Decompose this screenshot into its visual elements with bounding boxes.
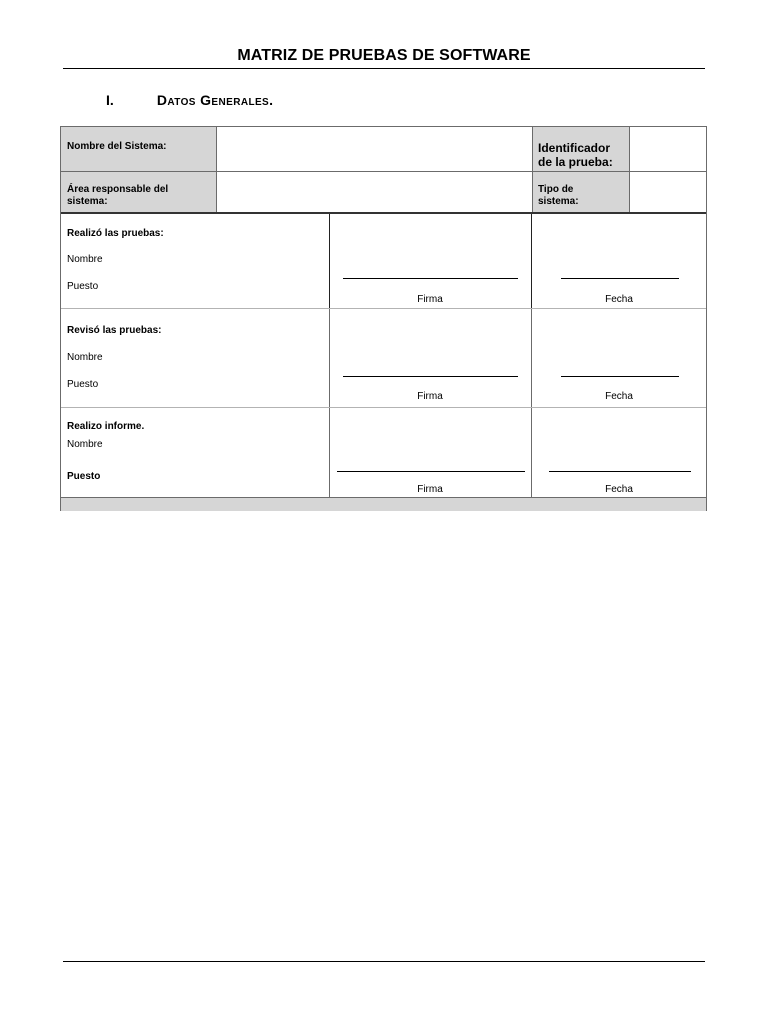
column-divider — [329, 309, 330, 407]
section-title: Datos Generales. — [156, 92, 274, 108]
column-divider — [531, 309, 532, 407]
position-label: Puesto — [67, 379, 99, 390]
system-type-field[interactable] — [629, 171, 706, 213]
column-divider — [532, 127, 533, 213]
column-divider — [531, 408, 532, 497]
test-id-label: Identificador de la prueba: — [538, 141, 613, 169]
sign-block-reviewed — [61, 309, 706, 407]
test-id-label-cell — [532, 127, 629, 171]
header-rule — [63, 68, 705, 69]
document-title: MATRIZ DE PRUEBAS DE SOFTWARE — [237, 47, 531, 64]
name-label: Nombre — [67, 352, 103, 363]
column-divider — [329, 214, 330, 308]
signature-caption: Firma — [417, 391, 443, 402]
signature-line[interactable] — [337, 471, 525, 472]
signature-caption: Firma — [417, 294, 443, 305]
responsible-area-label: Área responsable del sistema: — [67, 184, 169, 207]
name-label: Nombre — [67, 439, 103, 450]
system-type-label: Tipo de sistema: — [538, 184, 579, 207]
column-divider — [216, 127, 217, 213]
date-caption: Fecha — [605, 391, 633, 402]
sign-block-tested — [61, 214, 706, 308]
sign-block-title: Revisó las pruebas: — [67, 325, 162, 336]
date-line[interactable] — [561, 376, 679, 377]
row-divider — [61, 171, 706, 172]
signature-line[interactable] — [343, 376, 518, 377]
date-caption: Fecha — [605, 294, 633, 305]
signature-line[interactable] — [343, 278, 518, 279]
section-number: I. — [106, 92, 114, 108]
sign-block-title: Realizo informe. — [67, 421, 145, 432]
section-heading — [106, 92, 273, 108]
system-name-field[interactable] — [216, 127, 532, 171]
date-line[interactable] — [561, 278, 679, 279]
column-divider — [329, 408, 330, 497]
system-name-label: Nombre del Sistema: — [67, 141, 167, 152]
test-id-field[interactable] — [629, 127, 706, 171]
name-label: Nombre — [67, 254, 103, 265]
system-name-label-cell — [61, 127, 216, 171]
sign-block-title: Realizó las pruebas: — [67, 228, 164, 239]
column-divider — [629, 127, 630, 213]
footer-rule — [63, 961, 705, 962]
responsible-area-field[interactable] — [216, 171, 532, 213]
signature-caption: Firma — [417, 484, 443, 495]
sign-block-report — [61, 408, 706, 497]
system-type-label-cell — [532, 171, 629, 213]
position-label: Puesto — [67, 471, 101, 482]
position-label: Puesto — [67, 281, 99, 292]
column-divider — [531, 214, 532, 308]
date-caption: Fecha — [605, 484, 633, 495]
date-line[interactable] — [549, 471, 691, 472]
table-footer-band — [61, 497, 706, 511]
general-data-table — [60, 126, 707, 511]
responsible-area-label-cell — [61, 171, 216, 213]
